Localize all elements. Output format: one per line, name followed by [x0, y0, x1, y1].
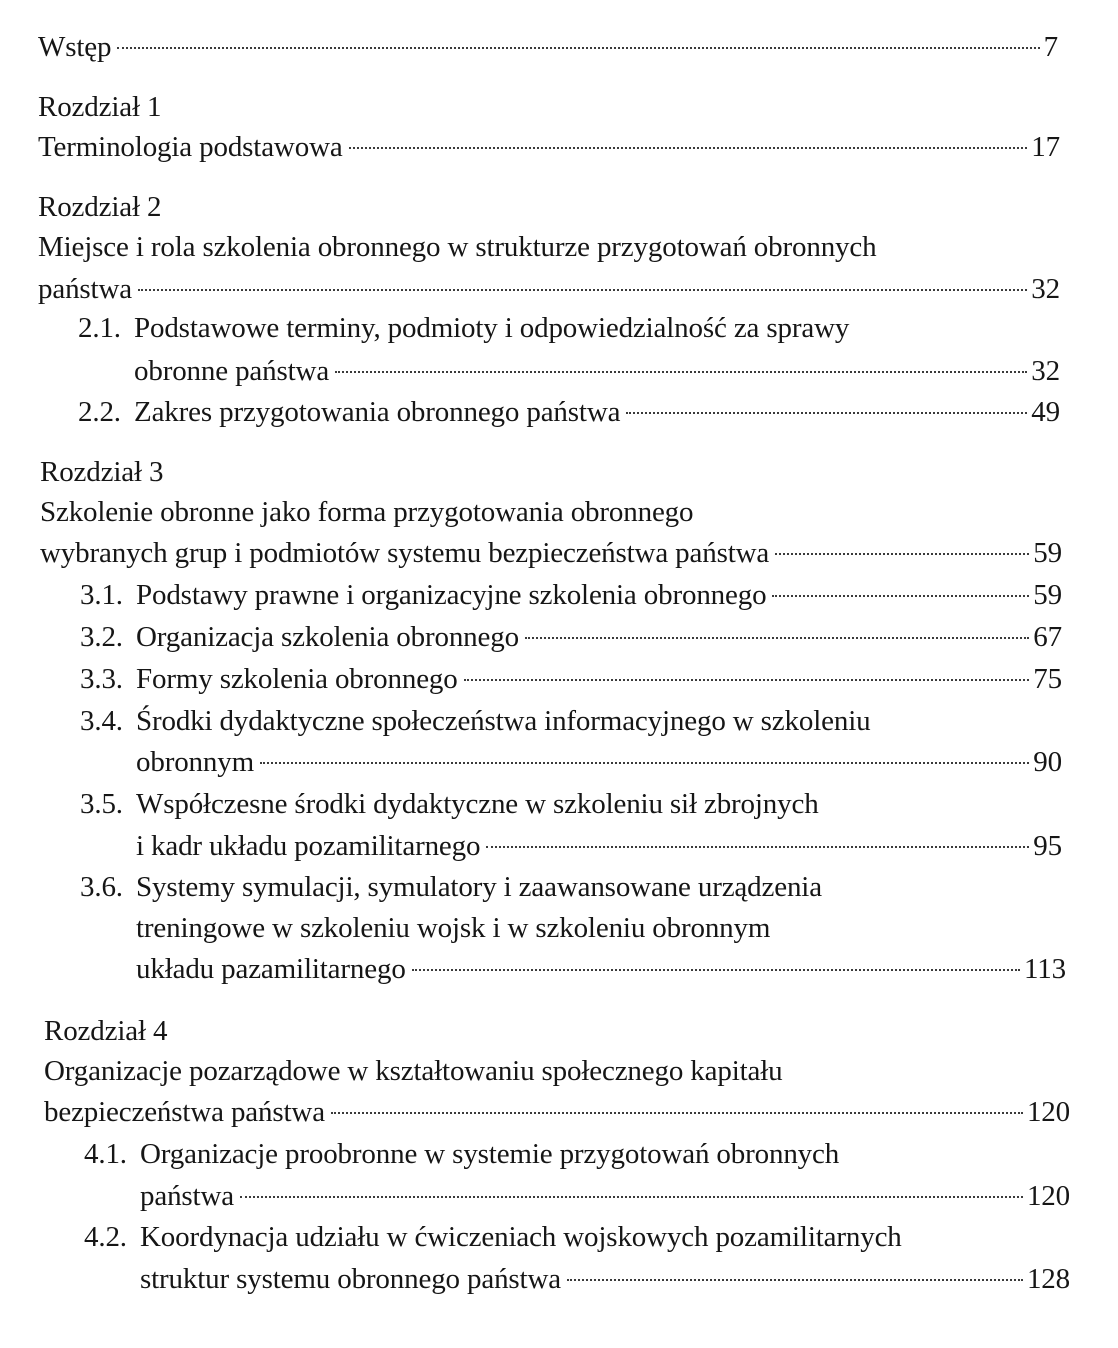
toc-section-2-1	[78, 307, 849, 349]
section-title-line: struktur systemu obronnego państwa	[140, 1263, 561, 1295]
section-number: 3.3.	[80, 663, 123, 695]
toc-entry-title-line: Miejsce i rola szkolenia obronnego w strukturze przygotowań obronnych	[38, 231, 877, 263]
toc-page-number: 59	[1033, 537, 1062, 569]
section-number: 2.1.	[78, 312, 121, 344]
dot-leader	[464, 679, 1030, 681]
toc-section-3-5	[80, 783, 819, 825]
section-number: 3.1.	[80, 579, 123, 611]
toc-section-4-2-end	[140, 1258, 1070, 1300]
chapter-heading-1: Rozdział 1	[38, 91, 162, 123]
dot-leader	[117, 47, 1039, 49]
toc-section-3-2	[80, 616, 1062, 658]
section-title-line: Formy szkolenia obronnego	[136, 663, 458, 695]
toc-entry-intro	[38, 26, 1058, 68]
section-number: 4.1.	[84, 1138, 127, 1170]
section-title-line: Organizacje proobronne w systemie przygotowań obronnych	[140, 1138, 840, 1170]
toc-page-number: 128	[1026, 1263, 1070, 1295]
toc-page-number: 32	[1031, 273, 1060, 305]
toc-entry-title-line: Szkolenie obronne jako forma przygotowania obronnego	[40, 496, 694, 528]
section-title-line: Systemy symulacji, symulatory i zaawansowane urządzenia	[136, 871, 822, 903]
toc-entry-chapter-3	[40, 532, 1062, 574]
section-title-line: obronnym	[136, 746, 255, 778]
chapter-heading-4: Rozdział 4	[44, 1015, 168, 1047]
toc-section-3-3	[80, 658, 1062, 700]
dot-leader	[335, 371, 1027, 373]
section-title-line: Podstawowe terminy, podmioty i odpowiedzialność za sprawy	[134, 312, 850, 344]
chapter-heading-3: Rozdział 3	[40, 456, 164, 488]
section-title-line: Zakres przygotowania obronnego państwa	[134, 396, 621, 428]
section-number: 3.6.	[80, 871, 123, 903]
toc-entry-chapter-1	[38, 126, 1060, 168]
toc-page-number: 113	[1024, 953, 1066, 985]
toc-entry-title: bezpieczeństwa państwa	[44, 1096, 325, 1128]
toc-section-3-6	[80, 866, 822, 908]
toc-page-number: 120	[1026, 1096, 1070, 1128]
dot-leader	[260, 762, 1029, 764]
toc-page-number: 7	[1043, 31, 1058, 63]
toc-page-number: 17	[1031, 131, 1060, 163]
toc-entry-title: Wstęp	[38, 31, 112, 63]
section-title-line: Koordynacja udziału w ćwiczeniach wojskowych pozamilitarnych	[140, 1221, 902, 1253]
toc-entry-chapter-4	[44, 1091, 1070, 1133]
dot-leader	[240, 1196, 1023, 1198]
toc-page-number: 120	[1026, 1180, 1070, 1212]
toc-section-3-4	[80, 700, 870, 742]
toc-section-4-2	[84, 1216, 902, 1258]
toc-page-number: 75	[1033, 663, 1062, 695]
toc-section-3-5-end	[136, 825, 1062, 867]
toc-page-number: 90	[1033, 746, 1062, 778]
section-title-line: Podstawy prawne i organizacyjne szkolenia obronnego	[136, 579, 767, 611]
toc-entry-title: Terminologia podstawowa	[38, 131, 343, 163]
dot-leader	[772, 595, 1029, 597]
section-number: 3.2.	[80, 621, 123, 653]
section-title-line: Współczesne środki dydaktyczne w szkoleniu sił zbrojnych	[136, 788, 819, 820]
dot-leader	[349, 147, 1028, 149]
section-title-line: Środki dydaktyczne społeczeństwa informacyjnego w szkoleniu	[136, 705, 871, 737]
section-number: 3.5.	[80, 788, 123, 820]
section-number: 4.2.	[84, 1221, 127, 1253]
section-title-line: treningowe w szkoleniu wojsk i w szkoleniu obronnym	[136, 912, 771, 944]
section-title-line: układu pazamilitarnego	[136, 953, 406, 985]
toc-entry-title: wybranych grup i podmiotów systemu bezpieczeństwa państwa	[40, 537, 770, 569]
section-number: 3.4.	[80, 705, 123, 737]
toc-entry-chapter-2	[38, 268, 1060, 310]
section-title-line: Organizacja szkolenia obronnego	[136, 621, 519, 653]
toc-page-number: 95	[1033, 830, 1062, 862]
dot-leader	[331, 1112, 1023, 1114]
dot-leader	[775, 553, 1029, 555]
toc-section-3-1	[80, 574, 1062, 616]
toc-entry-title-line: Organizacje pozarządowe w kształtowaniu społecznego kapitału	[44, 1055, 783, 1087]
toc-page-number: 49	[1031, 396, 1060, 428]
toc-entry-title: państwa	[38, 273, 132, 305]
toc-section-2-2	[78, 391, 1060, 433]
toc-section-3-6-end	[136, 948, 1066, 990]
dot-leader	[412, 969, 1020, 971]
dot-leader	[486, 846, 1029, 848]
section-title-line: państwa	[140, 1180, 234, 1212]
toc-page-number: 32	[1031, 355, 1060, 387]
section-title-line: i kadr układu pozamilitarnego	[136, 830, 481, 862]
section-title-line: obronne państwa	[134, 355, 330, 387]
toc-section-3-4-end	[136, 741, 1062, 783]
dot-leader	[525, 637, 1029, 639]
dot-leader	[567, 1279, 1023, 1281]
toc-section-4-1-end	[140, 1175, 1070, 1217]
toc-page-number: 67	[1033, 621, 1062, 653]
toc-section-2-1-end	[134, 350, 1060, 392]
dot-leader	[626, 412, 1027, 414]
section-number: 2.2.	[78, 396, 121, 428]
toc-page-number: 59	[1033, 579, 1062, 611]
dot-leader	[138, 289, 1027, 291]
chapter-heading-2: Rozdział 2	[38, 191, 162, 223]
toc-section-4-1	[84, 1133, 839, 1175]
